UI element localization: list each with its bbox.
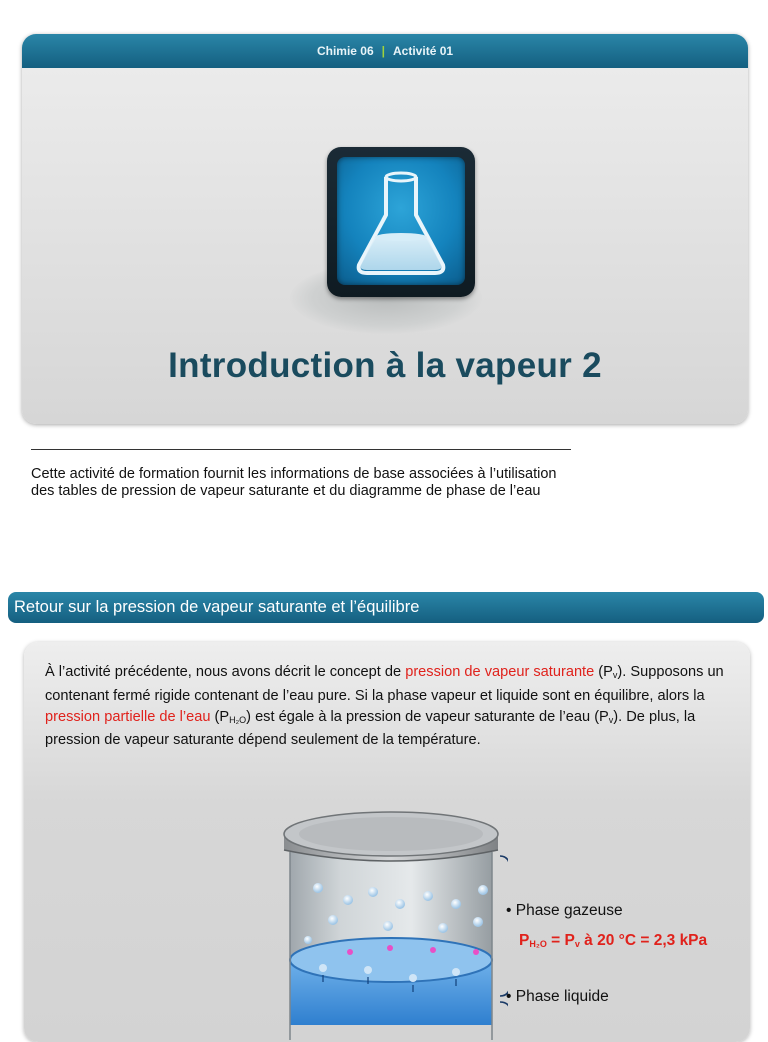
para-text-5: ) est égale à la pression de vapeur saturante de l’eau (P (246, 708, 609, 725)
para-text-1: À l’activité précédente, nous avons décrit le concept de (45, 664, 406, 680)
intro-line-1: Cette activité de formation fournit les informations de base associées à l’utilisation (31, 466, 557, 482)
para-text-4: (P (210, 708, 230, 725)
eq-rest: à 20 °C = 2,3 kPa (579, 932, 708, 949)
header-separator: | (381, 44, 386, 58)
subscript-v: v (612, 670, 618, 680)
section-title: Retour sur la pression de vapeur saturante et l’équilibre (14, 598, 420, 616)
divider (31, 449, 571, 450)
eq-sub-h2o: H₂O (529, 939, 547, 949)
subscript-v-2: v (608, 714, 614, 725)
content-card (24, 642, 750, 1042)
title-slide-card (22, 34, 748, 424)
pressure-equation (519, 932, 707, 950)
slide-header (22, 34, 748, 68)
para-text-6: ). De plus, la pression de vapeur saturante dépend seulement de la température. (45, 708, 696, 749)
liquid-phase-label: • Phase liquide (506, 988, 609, 1005)
intro-line-2: des tables de pression de vapeur saturante et du diagramme de phase de l’eau (31, 483, 541, 499)
para-text-3: ). Supposons un contenant fermé rigide contenant de l’eau pure. Si la phase vapeur et liquide sont en équilibre, alors la (45, 664, 724, 704)
highlight-saturation-pressure: pression de vapeur saturante (405, 664, 595, 680)
para-text-2: (P (594, 664, 613, 680)
explanation-paragraph (45, 662, 735, 751)
eq-p: P (519, 932, 530, 949)
eq-sub-v: v (574, 939, 580, 949)
highlight-partial-pressure: pression partielle de l’eau (45, 708, 211, 725)
gas-phase-label: • Phase gazeuse (506, 902, 623, 919)
flask-icon (327, 147, 475, 297)
activity-label: Activité 01 (393, 44, 454, 58)
course-label: Chimie 06 (316, 44, 374, 58)
container-illustration (278, 800, 508, 1040)
subscript-h2o: H₂O (229, 714, 247, 725)
eq-mid: = P (546, 932, 575, 949)
slide-title: Introduction à la vapeur 2 (168, 346, 602, 385)
intro-text (31, 466, 631, 500)
section-title-bar (8, 592, 764, 623)
